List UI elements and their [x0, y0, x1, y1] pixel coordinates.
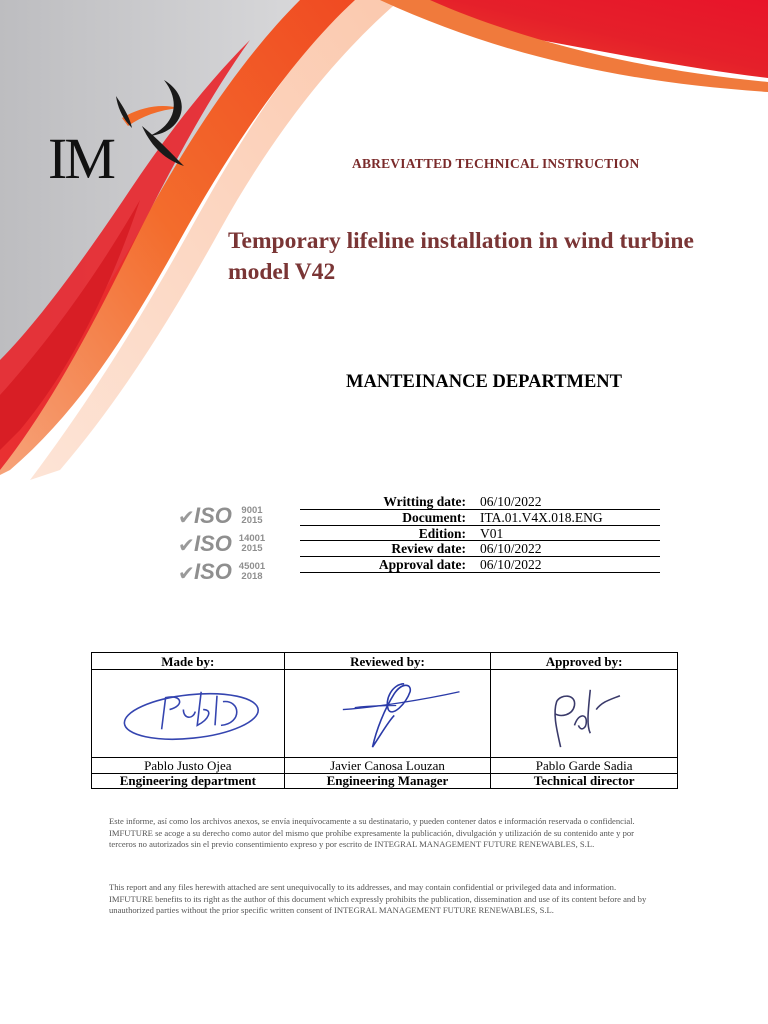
metadata-label: Edition: — [418, 525, 466, 541]
metadata-value: 06/10/2022 — [480, 557, 542, 573]
document-metadata — [300, 494, 660, 573]
iso-year: 2015 — [241, 515, 263, 526]
signature-header-row — [92, 653, 678, 670]
signature-image-row — [92, 670, 678, 758]
iso-word: ISO — [194, 503, 232, 528]
signature-role-row — [92, 774, 678, 789]
check-icon: ✔ — [178, 533, 195, 557]
check-icon: ✔ — [178, 561, 195, 585]
iso-word: ISO — [194, 559, 232, 584]
metadata-row-document — [300, 510, 660, 526]
handwritten-signature-icon — [491, 670, 677, 757]
reviewed-by-name: Javier Canosa Louzan — [284, 758, 491, 774]
signature-made-by — [92, 670, 285, 758]
metadata-row-approval-date — [300, 557, 660, 573]
metadata-label: Document: — [402, 509, 466, 525]
signature-reviewed-by — [284, 670, 491, 758]
iso-standard: 14001 — [238, 533, 266, 544]
metadata-value: ITA.01.V4X.018.ENG — [480, 509, 603, 525]
signature-table — [91, 652, 678, 789]
iso-badge — [178, 532, 266, 558]
metadata-label: Approval date: — [378, 557, 466, 573]
reviewed-by-role: Engineering Manager — [284, 774, 491, 789]
instruction-type-label: ABREVIATTED TECHNICAL INSTRUCTION — [352, 156, 640, 171]
legal-notice-english: This report and any files herewith attached are sent unequivocally to its addresses, and may contain confidential or privileged data and information. IMFUTURE benefits to its right as the author of this document which expressly prohibits the publication, dissemination and use of its content before and by unauthorized parties without the prior specific written consent of INTEGRAL MANAGEMENT FUTURE RENEWABLES, S.L. — [109, 882, 647, 916]
metadata-value: 06/10/2022 — [480, 541, 542, 557]
reviewed-by-header: Reviewed by: — [284, 653, 491, 670]
approved-by-role: Technical director — [491, 774, 678, 789]
iso-badge — [178, 560, 266, 586]
made-by-name: Pablo Justo Ojea — [92, 758, 285, 774]
metadata-row-edition — [300, 526, 660, 542]
approved-by-header: Approved by: — [491, 653, 678, 670]
company-logo — [44, 78, 194, 191]
logo-text: IM — [48, 126, 113, 191]
metadata-value: V01 — [480, 525, 504, 541]
iso-standard: 45001 — [238, 561, 266, 572]
iso-year: 2018 — [241, 571, 263, 582]
metadata-value: 06/10/2022 — [480, 494, 542, 509]
metadata-row-review-date — [300, 541, 660, 557]
department-heading: MANTEINANCE DEPARTMENT — [346, 372, 623, 392]
document-title: Temporary lifeline installation in wind turbine model V42 — [228, 228, 694, 285]
made-by-role: Engineering department — [92, 774, 285, 789]
handwritten-signature-icon — [285, 670, 491, 757]
iso-year: 2015 — [241, 543, 263, 554]
metadata-label: Writting date: — [383, 494, 466, 509]
iso-badge — [178, 504, 266, 530]
signature-name-row — [92, 758, 678, 774]
signature-approved-by — [491, 670, 678, 758]
metadata-row-writing-date — [300, 494, 660, 510]
iso-word: ISO — [194, 531, 232, 556]
made-by-header: Made by: — [92, 653, 285, 670]
legal-notice-spanish: Este informe, así como los archivos anexos, se envía inequívocamente a su destinatario, y pueden contener datos e información reservada o confidencial. IMFUTURE se acoge a su derecho como autor del mismo que prohíbe expresamente la publicación, divulgación y utilización de su contenido ante y por terceros no autorizados sin el previo consentimiento expreso y por escrito de INTEGRAL MANAGEMENT FUTURE RENEWABLES, S.L. — [109, 816, 635, 850]
iso-standard: 9001 — [241, 505, 263, 516]
iso-certifications — [178, 504, 268, 588]
check-icon: ✔ — [178, 505, 195, 529]
approved-by-name: Pablo Garde Sadia — [491, 758, 678, 774]
handwritten-signature-icon — [92, 670, 284, 757]
metadata-label: Review date: — [391, 541, 466, 557]
